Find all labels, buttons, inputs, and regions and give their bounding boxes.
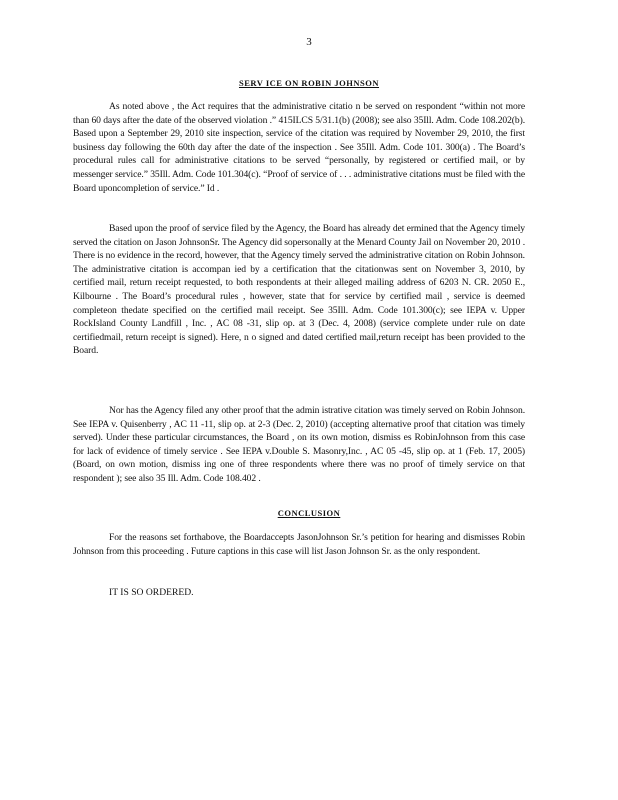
section-heading-service <box>0 78 618 88</box>
paragraph-conclusion: For the reasons set forthabove, the Boardaccepts JasonJohnson Sr.’s petition for hearing and dismisses Robin Johnson from this proceeding . Future captions in this case will list Jason Johnson Sr. as the only respondent. <box>73 532 525 557</box>
section-heading-conclusion-text: CONCLUSION <box>277 508 341 518</box>
paragraph-dismissal-reasoning: Nor has the Agency filed any other proof that the admin istrative citation was timely served on Robin Johnson. See IEPA v. Quisenberry , AC 11 -11, slip op. at 2-3 (Dec. 2, 2010) (accepting alternative proof that citation was timely served). Under these particular circumstances, the Board , on its own motion, dismiss es RobinJohnson from this case for lack of evidence of timely service . See IEPA v.Double S. Masonry,Inc. , AC 05 -45, slip op. at 1 (Feb. 17, 2005) (Board, on own motion, dismiss ing one of three respondents where there was no proof of timely service on that respondent ); see also 35 Ill. Adm. Code 108.402 . <box>73 405 525 484</box>
section-heading-conclusion <box>0 508 618 518</box>
section-heading-service-text: SERV ICE ON ROBIN JOHNSON <box>238 78 380 88</box>
paragraph-service-requirements: As noted above , the Act requires that the administrative citatio n be served on respondent “within not more than 60 days after the date of the observed violation .” 415ILCS 5/31.1(b) (2008); see also 35Ill. Adm. Code 108.202(b). Based upon a September 29, 2010 site inspection, service of the citation was required by November 29, 2010, the first business day following the 60th day after the date of the inspection . See 35Ill. Adm. Code 101. 300(a) . The Board’s procedural rules call for administrative citations to be served “personally, by registered or certified mail, or by messenger service.” 35Ill. Adm. Code 101.304(c). “Proof of service of . . . administrative citations must be filed with the Board uponcompletion of service.” Id . <box>73 101 525 194</box>
page-number: 3 <box>306 36 312 48</box>
closing-order: IT IS SO ORDERED. <box>109 587 194 598</box>
paragraph-proof-of-service: Based upon the proof of service filed by the Agency, the Board has already det ermined that the Agency timely served the citation on Jason JohnsonSr. The Agency did sopersonally at the Menard County Jail on November 20, 2010 . There is no evidence in the record, however, that the Agency timely served the administrative citation on Robin Johnson. The administrative citation is accompan ied by a certification that the citationwas sent on November 3, 2010, by certified mail, return receipt requested, to both respondents at their alleged mailing address of 6203 N. CR. 2050 E., Kilbourne . The Board’s procedural rules , however, state that for service by certified mail , service is deemed completeon thedate specified on the certified mail receipt. See 35Ill. Adm. Code 101.300(c); see IEPA v. Upper RockIsland County Landfill , Inc. , AC 08 -31, slip op. at 3 (Dec. 4, 2008) (service complete under rule on date certifiedmail, return receipt is signed). Here, n o signed and dated certified mail,return receipt has been provided to the Board. <box>73 223 525 357</box>
